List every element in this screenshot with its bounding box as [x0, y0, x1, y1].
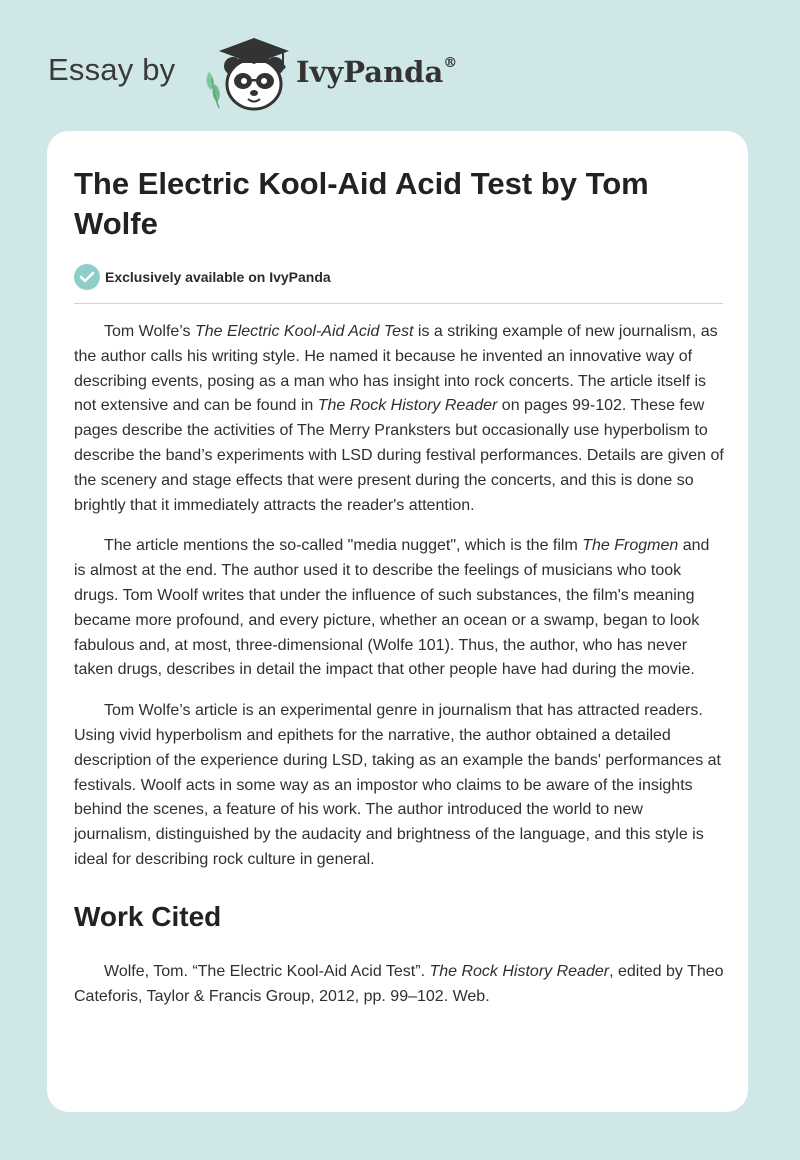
exclusive-label: Exclusively available on IvyPanda	[105, 269, 331, 285]
book-title: The Rock History Reader	[429, 962, 610, 980]
citation-entry: Wolfe, Tom. “The Electric Kool-Aid Acid Test”. The Rock History Reader, edited by Theo Cateforis, Taylor & Francis Group, 2012, pp. 99–102. Web.	[74, 962, 724, 1005]
essay-by-label: Essay by	[48, 52, 176, 87]
works-cited-heading: Work Cited	[74, 900, 222, 932]
paragraph-3: Tom Wolfe’s article is an experimental genre in journalism that has attracted readers. Using vivid hyperbolism and epithets for the narrative, the author obtained a detailed description of the experience during LSD, taking as an example the bands' performances at festivals. Woolf acts in some way as an impostor who claims to be aware of the insights behind the scenes, a feature of his work. The author introduced the world to new journalism, distinguished by the audacity and brightness of the language, and this style is ideal for describing rock culture in general.	[74, 702, 721, 868]
book-title: The Electric Kool-Aid Acid Test	[195, 323, 414, 340]
brand-name[interactable]	[296, 55, 457, 89]
brand-label: IvyPanda	[296, 55, 444, 89]
page-title: The Electric Kool-Aid Acid Test by Tom Wolfe	[74, 166, 649, 241]
paragraph-2: The article mentions the so-called "media nugget", which is the film The Frogmen and is almost at the end. The author used it to describe the feelings of musicians who took drugs. Tom Woolf writes that under the influence of such substances, the film's meaning became more profound, and every picture, whether an ocean or a swamp, began to look fabulous and, at most, three-dimensional (Wolfe 101). Thus, the author, who has never taken drugs, describes in detail the impact that other people have had during the movie.	[74, 537, 710, 679]
essay-card	[47, 131, 748, 1112]
paragraph-1: Tom Wolfe’s The Electric Kool-Aid Acid Test is a striking example of new journalism, as the author calls his writing style. He named it because he invented an innovative way of describing events, posing as a man who has insight into rock concerts. The article itself is not extensive and can be found in The Rock History Reader on pages 99-102. These few pages describe the activities of The Merry Pranksters but occasionally use hyperbolism to describe the band’s experiments with LSD during festival performances. Details are given of the scenery and stage effects that were present during the concerts, and this is done so brightly that it immediately attracts the reader's attention.	[74, 323, 724, 514]
book-title: The Rock History Reader	[317, 397, 498, 415]
film-title: The Frogmen	[582, 537, 679, 555]
panda-graduate-icon	[203, 36, 293, 112]
essay-body	[74, 320, 724, 1009]
registered-mark: ®	[443, 55, 458, 72]
check-circle-icon	[74, 264, 100, 290]
exclusive-badge	[74, 264, 331, 290]
divider	[74, 303, 723, 304]
site-header	[48, 34, 548, 114]
